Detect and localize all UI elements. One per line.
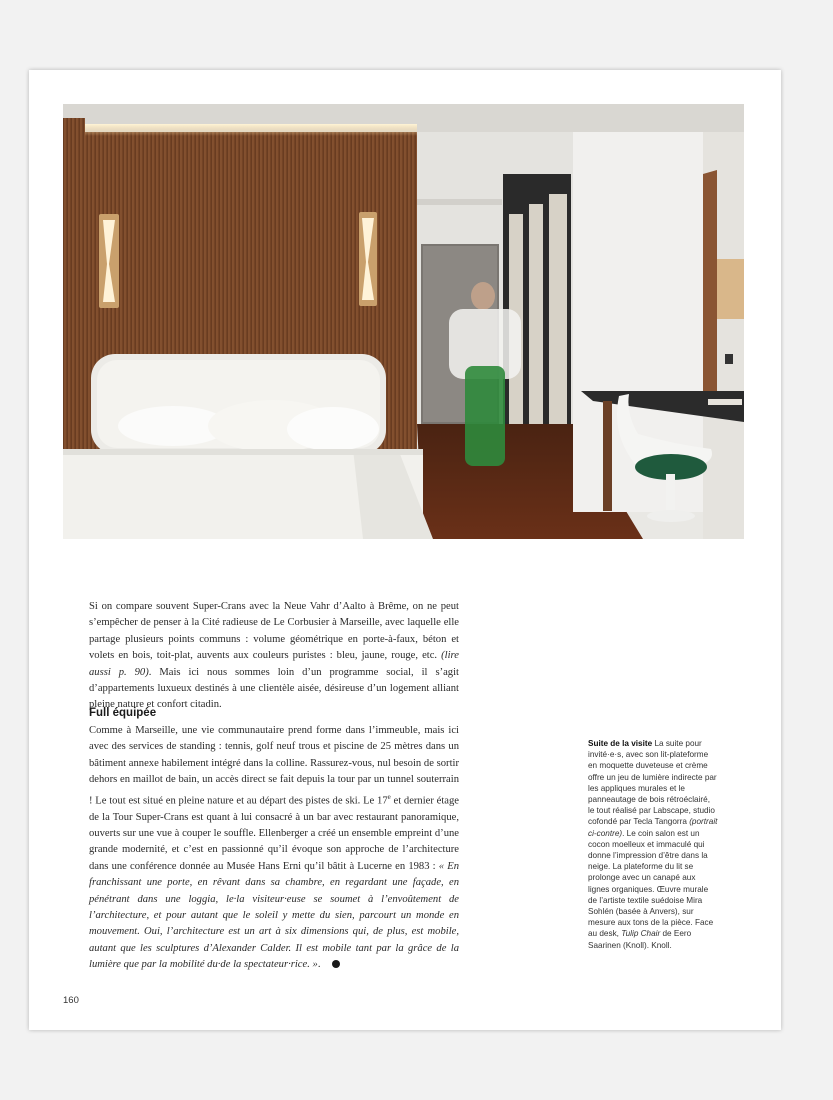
caption-portrait: (portrait ci-contre): [588, 817, 718, 838]
caption-title: Suite de la visite: [588, 739, 653, 748]
section-text-b: et dernier étage de la Tour Super-Crans est quant à lui consacré à un bar avec restaurant panoramique, ouverts sur une vue à couper le souffle. Ellenberger a créé un ensemble empreint d’une grande modernité, et c’est en passionné qu’il évoque son approche de l’architecture dans une conférence donnée au Musée Hans Erni qu’il bâtit à Lucerne en 1983 :: [89, 795, 460, 872]
caption-tulip: Tulip Chair: [621, 929, 661, 939]
magazine-page: [29, 70, 781, 1030]
section-sup: e: [387, 792, 391, 801]
intro-ref: (lire aussi p. 90): [89, 650, 459, 678]
section-body: [89, 723, 459, 974]
caption-text-a: La suite pour invité·e·s, avec son lit-plateforme en moquette duveteuse et crème offre un jeu de lumière indirecte par les appliques murales et le panneautage de bois rétroéclairé, le tout réalisé par Labscape, studio cofondé par Tecla Tangorra: [588, 739, 717, 827]
section-quote: « En franchissant une porte, en rêvant dans sa chambre, en regardant une façade, en pénétrant dans une loggia, le·la visiteur·euse se soumet à l’envoûtement de l’architecture, et pour autant que le soleil y mette du sien, parcourt un monde en mouvement. Oui, l’architecture est un art à six dimensions qui, de plus, est mobile, autant que les sculptures d’Alexander Calder. Il est mobile tant par la grâce de la lumière que par la mobilité du·de la spectateur·rice. »: [89, 860, 460, 971]
end-mark-icon: [332, 960, 340, 968]
intro-paragraph: [89, 599, 459, 714]
section-heading: Full équipée: [89, 707, 157, 719]
bedroom-photo: [63, 104, 744, 539]
page-number: 160: [63, 995, 79, 1006]
section-quote-end: .: [317, 959, 321, 971]
photo-caption: [588, 738, 718, 951]
caption-text-c: de Eero Saarinen (Knoll). Knoll.: [588, 929, 692, 950]
section-text-a: Comme à Marseille, une vie communautaire prend forme dans l’immeuble, mais ici avec des services de standing : tennis, golf neuf trous et piscine de 25 mètres dans un bâtiment annexe habilement intégré dans la colline. Rassurez-vous, nul besoin de sortir dehors en maillot de bain, un accès direct se fait depuis la tour par un tunnel souterrain ! Le tout est situé en pleine nature et au départ des pistes de ski. Le 17: [89, 725, 459, 807]
intro-text-end: . Mais ici nous sommes loin d’un programme social, il s’agit d’appartements luxueux destinés à une clientèle aisée, désireuse d’un logement alliant pleine nature et confort citadin.: [89, 666, 459, 711]
intro-text: Si on compare souvent Super-Crans avec la Neue Vahr d’Aalto à Brême, on ne peut s’empêcher de penser à la Cité radieuse de Le Corbusier à Marseille, avec laquelle elle partage plusieurs points communs : volume géométrique en porte-à-faux, béton et volets en bois, toit-plat, auvents aux couleurs puristes : bleu, jaune, rouge, etc.: [89, 601, 459, 662]
caption-text-b: . Le coin salon est un cocon moelleux et immaculé qui donne l’impression d’être dans la neige. La plateforme du lit se prolonge avec un canapé aux lignes organiques. Œuvre murale de l’artiste textile suédoise Mira Sohlén (basée à Anvers), sur mesure aux tons de la pièce. Face au desk,: [588, 828, 714, 939]
